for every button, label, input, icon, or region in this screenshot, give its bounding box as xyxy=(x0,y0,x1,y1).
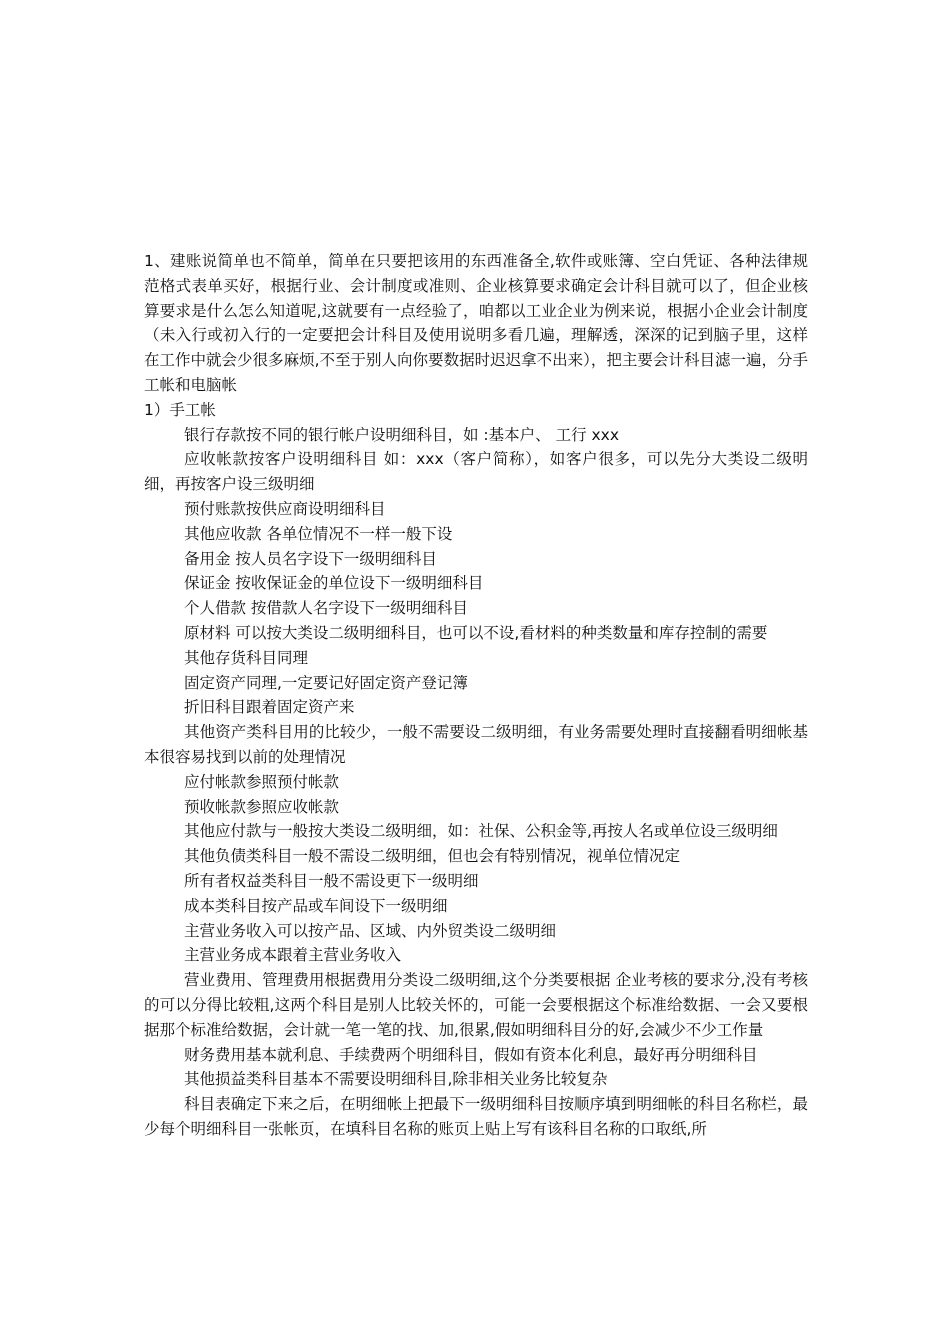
paragraph-raw-materials: 原材料 可以按大类设二级明细科目，也可以不设,看材料的种类数量和库存控制的需要 xyxy=(184,623,768,642)
paragraph-other-payables: 其他应付款与一般按大类设二级明细，如：社保、公积金等,再按人名或单位设三级明细 xyxy=(184,822,778,841)
paragraph-other-profit-loss: 其他损益类科目基本不需要设明细科目,除非相关业务比较复杂 xyxy=(184,1070,608,1089)
paragraph-intro: 1、建账说简单也不简单，简单在只要把该用的东西准备全,软件或账簿、空白凭证、各种法律规范格式表单买好，根据行业、会计制度或准则、企业核算要求确定会计科目就可以了，但企业核算要求是什么怎么知道呢,这就要有一点经验了，咱都以工业企业为例来说，根据小企业会计制度（未入行或初入行的一定要把会计科目及使用说明多看几遍，理解透，深深的记到脑子里，这样在工作中就会少很多麻烦,不至于别人向你要数据时迟迟拿不出来），把主要会计科目滤一遍，分手工帐和电脑帐 xyxy=(144,252,808,394)
paragraph-operating-expenses: 营业费用、管理费用根据费用分类设二级明细,这个分类要根据 企业考核的要求分,没有考核的可以分得比较粗,这两个科目是别人比较关怀的，可能一会要根据这个标准给数据、一会又要根据那个标准给数据，会计就一笔一笔的找、加,很累,假如明细科目分的好,会减少不少工作量 xyxy=(144,971,808,1039)
paragraph-personal-loans: 个人借款 按借款人名字设下一级明细科目 xyxy=(184,599,468,618)
paragraph-fixed-assets: 固定资产同理,一定要记好固定资产登记簿 xyxy=(184,673,468,692)
paragraph-bank-deposit: 银行存款按不同的银行帐户设明细科目，如 :基本户、 工行 xxx xyxy=(184,425,620,444)
paragraph-other-receivables: 其他应收款 各单位情况不一样一般下设 xyxy=(184,524,453,543)
paragraph-cost-accounts: 成本类科目按产品或车间设下一级明细 xyxy=(184,896,448,915)
paragraph-prepayments: 预付账款按供应商设明细科目 xyxy=(184,499,386,518)
paragraph-deposits: 保证金 按收保证金的单位设下一级明细科目 xyxy=(184,574,484,593)
paragraph-other-liabilities: 其他负债类科目一般不需设二级明细，但也会有特别情况，视单位情况定 xyxy=(184,847,681,866)
paragraph-advance-receipts: 预收帐款参照应收帐款 xyxy=(184,797,340,816)
section-heading-manual-ledger: 1）手工帐 xyxy=(144,400,216,419)
paragraph-accounts-receivable: 应收帐款按客户设明细科目 如：xxx（客户简称），如客户很多，可以先分大类设二级明细，再按客户设三级明细 xyxy=(144,450,808,494)
paragraph-other-assets: 其他资产类科目用的比较少，一般不需要设二级明细，有业务需要处理时直接翻看明细帐基本很容易找到以前的处理情况 xyxy=(144,723,808,766)
document-body xyxy=(144,249,808,1142)
paragraph-accounts-payable: 应付帐款参照预付帐款 xyxy=(184,772,340,791)
paragraph-main-revenue: 主营业务收入可以按产品、区域、内外贸类设二级明细 xyxy=(184,921,557,940)
paragraph-main-cost: 主营业务成本跟着主营业务收入 xyxy=(184,946,402,965)
paragraph-owners-equity: 所有者权益类科目一般不需设更下一级明细 xyxy=(184,871,479,890)
paragraph-other-inventory: 其他存货科目同理 xyxy=(184,648,309,667)
paragraph-financial-expenses: 财务费用基本就利息、手续费两个明细科目，假如有资本化利息，最好再分明细科目 xyxy=(184,1045,758,1064)
paragraph-account-table: 科目表确定下来之后，在明细帐上把最下一级明细科目按顺序填到明细帐的科目名称栏，最少每个明细科目一张帐页，在填科目名称的账页上贴上写有该科目名称的口取纸,所 xyxy=(144,1095,808,1138)
paragraph-petty-cash: 备用金 按人员名字设下一级明细科目 xyxy=(184,549,437,568)
paragraph-depreciation: 折旧科目跟着固定资产来 xyxy=(184,698,355,717)
